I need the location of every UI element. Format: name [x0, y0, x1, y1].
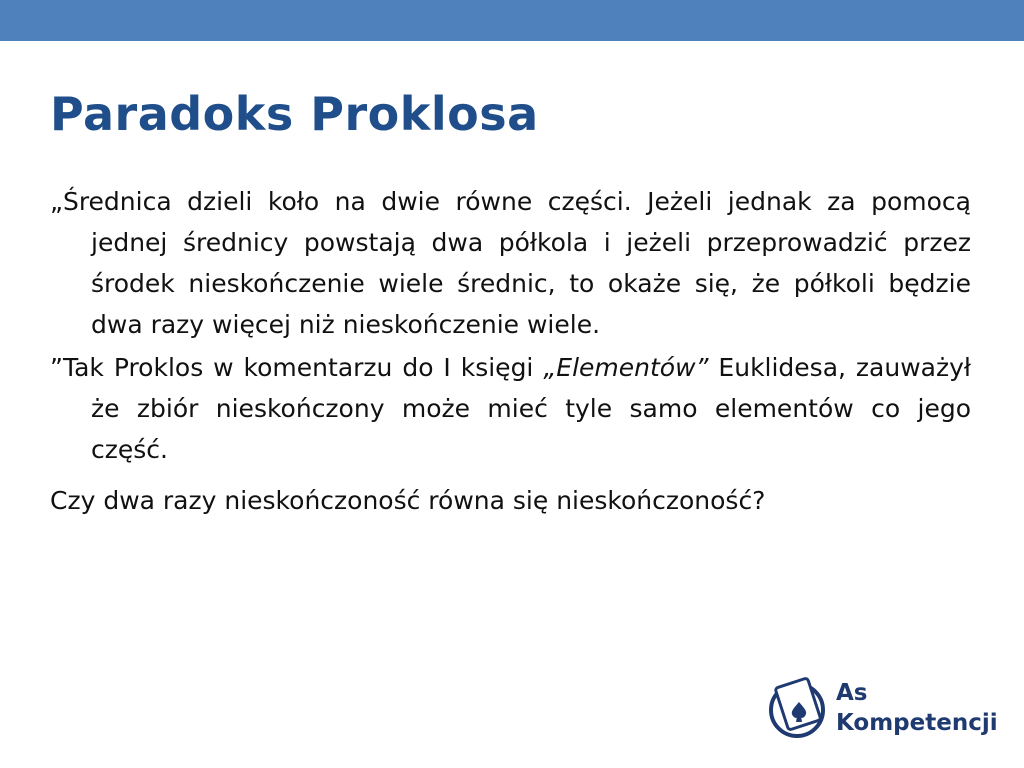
slide-body	[50, 181, 971, 523]
question-paragraph: Czy dwa razy nieskończoność równa się nieskończoność?	[50, 486, 766, 515]
quote-paragraph: „Średnica dzieli koło na dwie równe części. Jeżeli jednak za pomocą jednej średnicy powstają dwa półkola i jeżeli przeprowadzić przez środek nieskończenie wiele średnic, to okaże się, że półkoli będzie dwa razy więcej niż nieskończenie wiele.	[50, 187, 971, 339]
logo-line-1: As	[836, 680, 868, 706]
logo-line-2: Kompetencji	[836, 710, 998, 736]
spade-card-logo-icon	[768, 672, 832, 744]
header-bar	[0, 0, 1024, 41]
commentary-text-end: Euklidesa, zauważył że zbiór nieskończony może mieć tyle samo elementów co jego część.	[91, 353, 971, 464]
commentary-text-start: ”Tak Proklos w komentarzu do I księgi	[50, 353, 544, 382]
book-title: „Elementów”	[543, 353, 709, 382]
commentary-paragraph	[50, 347, 971, 470]
logo-text	[836, 678, 998, 738]
as-kompetencji-logo	[768, 672, 998, 744]
slide-title: Paradoks Proklosa	[50, 87, 539, 141]
